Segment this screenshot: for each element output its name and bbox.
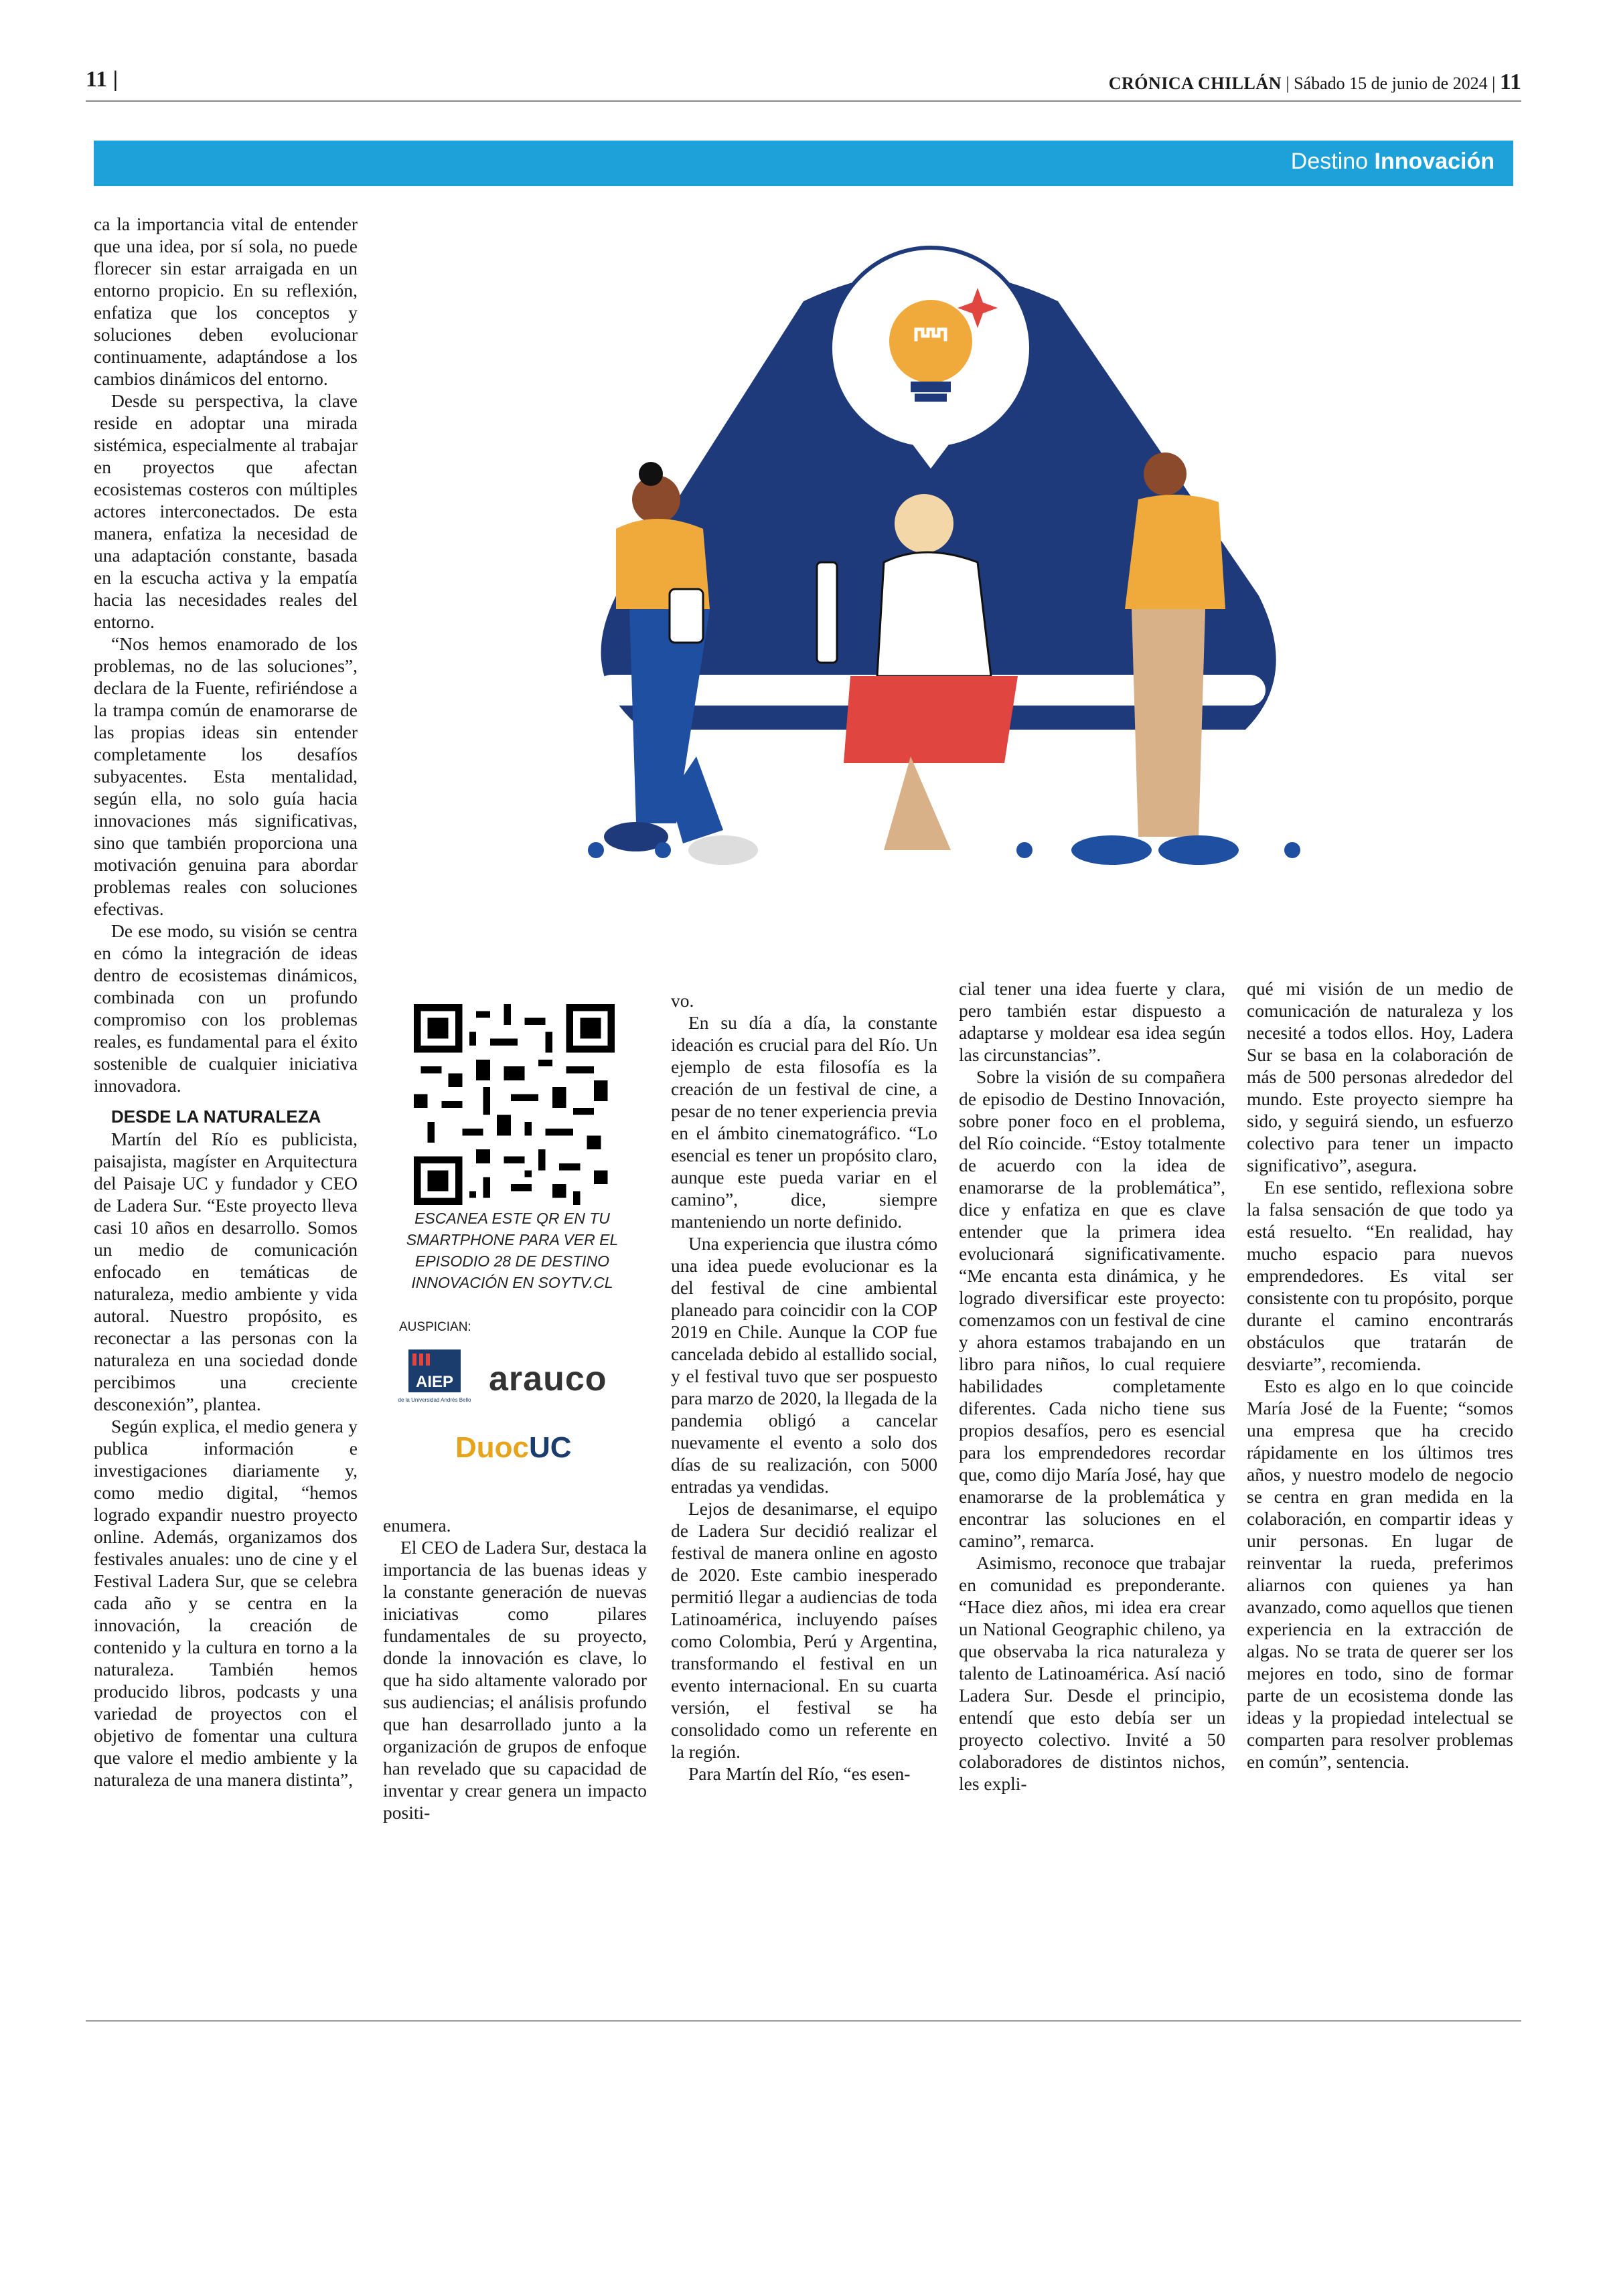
paragraph: enumera. (383, 1515, 451, 1536)
paragraph: vo. (671, 990, 694, 1011)
duoc-logo-text: Duoc (455, 1431, 529, 1464)
section-banner (94, 141, 1513, 186)
duoc-logo (455, 1431, 572, 1465)
paragraph: Desde su perspectiva, la clave reside en adoptar una mirada sistémica, especialmente al trabajar en proyectos que afectan ecosistemas costeros con múltiples actores interconectados. De esta manera, enfatiza la necesidad de una adaptación constante, basada en la escucha activa y la empatía hacia las necesidades reales del entorno. (94, 390, 358, 632)
aiep-logo-subtext: de la Universidad Andrés Bello (398, 1397, 471, 1403)
paragraph: Sobre la visión de su compañera de episodio de Destino Innovación, sobre poner foco en el problema, del Río coincide. “Estoy totalmente de acuerdo con la idea de enamorarse de la problemática”, dice y enfatiza en que es clave entender que la primera idea evolucionará significativamente. “Me encanta esta dinámica, y he logrado diversificar este proyecto: comenzamos con un festival de cine y ahora estamos trabajando en un libro para niños, lo cual requiere habilidades completamente diferentes. Cada nicho tiene sus propios desafíos, pero es esencial para los emprendedores recordar que, como dijo María José, hay que enamorarse de la problemática y encontrar las soluciones en el camino”, remarca. (959, 1066, 1225, 1551)
innovation-illustration (536, 248, 1326, 904)
paragraph: Esto es algo en lo que coincide María José de la Fuente; “somos una empresa que ha crecido rápidamente en los últimos tres años, y nuestro modelo de negocio se centra en gran medida en la colaboración, en compartir ideas y unir personas. En lugar de reinventar la rueda, preferimos aliarnos con quienes ya han avanzado, como aquellos que tienen experiencia en la extracción de algas. No se trata de querer ser los mejores en todo, sino de formar parte de un ecosistema donde las ideas y la propiedad intelectual se comparten para resolver problemas en común”, sentencia. (1247, 1376, 1513, 1772)
article-column-1 (94, 213, 358, 1791)
section-label (1291, 149, 1495, 175)
paragraph: “Nos hemos enamorado de los problemas, no de las soluciones”, declara de la Fuente, refiriéndose a la trampa común de enamorarse de las propias ideas sin entender completamente los desafíos subyacentes. Esta mentalidad, según ella, no solo guía hacia innovaciones más significativas, sino que también proporciona una motivación genuina para abordar problemas reales con soluciones efectivas. (94, 633, 358, 919)
page-number-right: 11 (1499, 70, 1521, 94)
paragraph: ca la importancia vital de entender que una idea, por sí sola, no puede florecer sin estar arraigada en un entorno propicio. En su reflexión, enfatiza que los conceptos y soluciones deben evolucionar continuamente, adaptándose a los cambios dinámicos del entorno. (94, 214, 358, 389)
page-number-left: 11 | (86, 67, 119, 92)
paragraph: qué mi visión de un medio de comunicación de naturaleza y los necesité a todos ellos. Hoy, Ladera Sur se basa en la colaboración de más de 500 personas alrededor del mundo. Este proyecto siempre ha sido, y seguirá siendo, un esfuerzo colectivo para tener un impacto significativo”, asegura. (1247, 978, 1513, 1175)
paragraph: Según explica, el medio genera y publica información e investigaciones diariamente y, como medio digital, “hemos logrado expandir nuestro proyecto online. Además, organizamos dos festivales anuales: uno de cine y el Festival Ladera Sur, que se celebra cada año y se centra en la innovación, la creación de contenido y la cultura en torno a la naturaleza. También hemos producido libros, podcasts y una variedad de proyectos con el objetivo de fomentar una cultura que valore el medio ambiente y la naturaleza de una manera distinta”, (94, 1416, 358, 1790)
qr-caption: ESCANEA ESTE QR EN TU SMARTPHONE PARA VER EL EPISODIO 28 DE DESTINO INNOVACIÓN EN SOYTV.CL (406, 1210, 619, 1291)
paragraph: Asimismo, reconoce que trabajar en comunidad es preponderante. “Hace diez años, mi idea era crear un National Geographic chileno, ya que observaba la rica naturaleza y talento de Latinoamérica. Así nació Ladera Sur. Desde el principio, entendí que esto debía ser un proyecto colectivo. Invité a 50 colaboradores de distintos nichos, les expli- (959, 1552, 1225, 1794)
aiep-logo (398, 1345, 471, 1419)
paragraph: El CEO de Ladera Sur, destaca la importancia de las buenas ideas y la constante generación de nuevas iniciativas como pilares fundamentales de su proyecto, donde la innovación es clave, lo que ha sido altamente valorado por sus audiencias; el análisis profundo que han desarrollado junto a la organización de grupos de enfoque han revelado que su capacidad de inventar y crear genera un impacto positi- (383, 1537, 647, 1823)
paragraph: En su día a día, la constante ideación es crucial para del Río. Un ejemplo de esta filosofía es la creación de un festival de cine, a pesar de no tener experiencia previa en el ámbito cinematográfico. “Lo esencial es tener un propósito claro, aunque este pueda variar en el camino”, dice, siempre manteniendo un norte definido. (671, 1012, 937, 1232)
article-column-5 (1247, 977, 1513, 1773)
footer-divider (86, 2020, 1521, 2022)
paragraph: Una experiencia que ilustra cómo una idea puede evolucionar es la del festival de cine ambiental planeado para coincidir con la COP 2019 en Chile. Aunque la COP fue cancelada debido al estallido social, y el festival tuvo que ser pospuesto para marzo de 2020, la llegada de la pandemia obligó a cancelar nuevamente el evento a solo dos días de su realización, con 5000 entradas ya vendidas. (671, 1233, 937, 1497)
subheading: DESDE LA NATURALEZA (111, 1106, 321, 1127)
header-divider (86, 100, 1521, 102)
sponsors-label: AUSPICIAN: (399, 1320, 471, 1334)
article-column-2 (383, 1514, 647, 1823)
paragraph: En ese sentido, reflexiona sobre la falsa sensación de que todo ya está resuelto. “En realidad, hay mucho espacio para nuevos emprendedores. Es vital ser consistente con tu propósito, porque durante el camino encontrarás obstáculos que tratarán de desviarte”, recomienda. (1247, 1177, 1513, 1374)
duoc-logo-uc: UC (529, 1431, 572, 1464)
paragraph: Para Martín del Río, “es esen- (688, 1763, 911, 1784)
section-prefix: Destino (1290, 149, 1369, 174)
qr-code[interactable] (414, 1004, 615, 1205)
newspaper-name: CRÓNICA CHILLÁN (1108, 74, 1282, 93)
issue-date: | Sábado 15 de junio de 2024 | (1286, 74, 1496, 93)
aiep-logo-text: AIEP (415, 1373, 454, 1391)
paragraph: cial tener una idea fuerte y clara, pero también estar dispuesto a adaptarse y moldear esa idea según las circunstancias”. (959, 978, 1225, 1065)
newspaper-header (1109, 70, 1521, 95)
arauco-logo: arauco (489, 1360, 607, 1398)
article-column-3 (671, 989, 937, 1785)
paragraph: Martín del Río es publicista, paisajista, magíster en Arquitectura del Paisaje UC y fundador y CEO de Ladera Sur. “Este proyecto lleva casi 10 años en desarrollo. Somos un medio de comunicación enfocado en temáticas de naturaleza, medio ambiente y vida autoral. Nuestro propósito, es reconectar a las personas con la naturaleza en una sociedad donde percibimos una creciente desconexión”, plantea. (94, 1129, 358, 1414)
article-column-4 (959, 977, 1225, 1795)
section-name: Innovación (1374, 149, 1495, 174)
paragraph: Lejos de desanimarse, el equipo de Ladera Sur decidió realizar el festival de manera online en agosto de 2020. Este cambio inesperado permitió llegar a audiencias de toda Latinoamérica, incluyendo países como Colombia, Perú y Argentina, transformando el festival en un evento internacional. En su cuarta versión, el festival se ha consolidado como un referente en la región. (671, 1498, 937, 1762)
paragraph: De ese modo, su visión se centra en cómo la integración de ideas dentro de ecosistemas dinámicos, combinada con un profundo compromiso con los problemas reales, es fundamental para el éxito sostenible de cualquier iniciativa innovadora. (94, 920, 358, 1096)
